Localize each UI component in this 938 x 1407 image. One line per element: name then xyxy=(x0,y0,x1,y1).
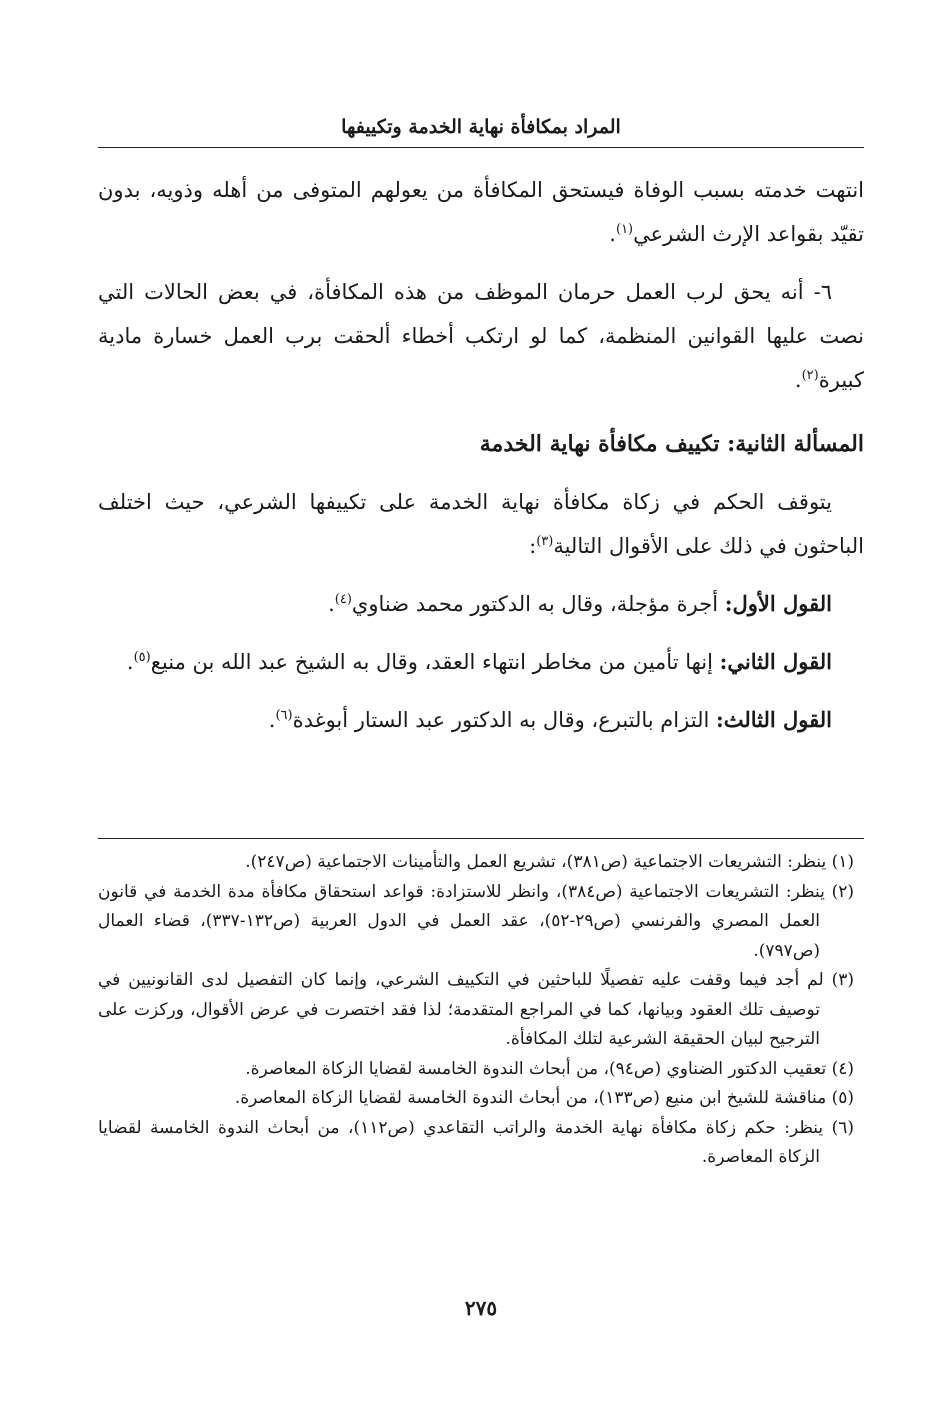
paragraph-continuation: انتهت خدمته بسبب الوفاة فيستحق المكافأة من يعولهم المتوفى من أهله وذويه، بدون تقيّد بقواعد الإرث الشرعي$^{(١)}$. xyxy=(98,178,864,246)
paragraph-intro: يتوقف الحكم في زكاة مكافأة نهاية الخدمة على تكييفها الشرعي، حيث اختلف الباحثون في ذلك على الأقوال التالية$^{(٣)}$: xyxy=(98,490,864,558)
opinion-third: القول الثالث: التزام بالتبرع، وقال به الدكتور عبد الستار أبوغدة$^{(٦)}$. xyxy=(268,707,832,732)
footnote-4: (٤) تعقيب الدكتور الضناوي (ص٩٤)، من أبحاث الندوة الخامسة لقضايا الزكاة المعاصرة. xyxy=(245,1058,854,1079)
footnote-5: (٥) مناقشة للشيخ ابن منيع (ص١٣٣)، من أبحاث الندوة الخامسة لقضايا الزكاة المعاصرة. xyxy=(234,1088,854,1108)
footnote-ref-4[interactable]: (٤) xyxy=(334,592,352,607)
page-number: ٢٧٥ xyxy=(464,1296,498,1320)
footnote-3: (٣) لم أجد فيما وقفت عليه تفصيلًا للباحثين في التكييف الشرعي، وإنما كان التفصيل لدى القانونيين في توصيف تلك العقود وبيانها، كما في المراجع المتقدمة؛ لذا فقد اختصرت في عرض الأقوال، وركزت على الترجيح لبيان الحقيقة الشرعية لتلك المكافأة. xyxy=(98,970,854,1049)
footnote-ref-6[interactable]: (٦) xyxy=(275,708,293,723)
opinion-second: القول الثاني: إنها تأمين من مخاطر انتهاء العقد، وقال به الشيخ عبد الله بن منيع$^{(٥)}$. xyxy=(126,649,832,674)
opinion-third-label: القول الثالث: xyxy=(715,707,832,732)
main-text xyxy=(98,168,864,742)
footnote-2: (٢) ينظر: التشريعات الاجتماعية (ص٣٨٤)، وانظر للاستزادة: قواعد استحقاق مكافأة مدة الخدمة في قانون العمل المصري والفرنسي (ص٢٩-٥٢)، عقد العمل في الدول العربية (ص١٣٢-٣٣٧)، قضاء العمال (ص٧٩٧). xyxy=(98,881,854,961)
footnotes xyxy=(98,848,864,1173)
footnote-ref-1[interactable]: (١) xyxy=(615,222,634,237)
section-title: المسألة الثانية: تكييف مكافأة نهاية الخدمة xyxy=(479,431,864,457)
footnote-ref-3[interactable]: (٣) xyxy=(536,534,554,549)
opinion-first-label: القول الأول: xyxy=(724,591,832,616)
footnote-ref-2[interactable]: (٢) xyxy=(801,368,819,383)
paragraph-point-6: ٦- أنه يحق لرب العمل حرمان الموظف من هذه المكافأة، في بعض الحالات التي نصت عليها القوانين المنظمة، كما لو ارتكب أخطاء ألحقت برب العمل خسارة مادية كبيرة$^{(٢)}$. xyxy=(98,280,864,392)
footnote-6: (٦) ينظر: حكم زكاة مكافأة نهاية الخدمة والراتب التقاعدي (ص١١٢)، من أبحاث الندوة الخامسة لقضايا الزكاة المعاصرة. xyxy=(98,1117,854,1167)
running-header: المراد بمكافأة نهاية الخدمة وتكييفها xyxy=(341,116,621,138)
header-rule xyxy=(98,147,864,148)
footnote-ref-5[interactable]: (٥) xyxy=(133,650,151,665)
footnote-1: (١) ينظر: التشريعات الاجتماعية (ص٣٨١)، تشريع العمل والتأمينات الاجتماعية (ص٢٤٧). xyxy=(245,852,854,872)
opinion-first: القول الأول: أجرة مؤجلة، وقال به الدكتور محمد ضناوي$^{(٤)}$. xyxy=(328,591,832,616)
footnote-separator xyxy=(98,838,864,839)
opinion-second-label: القول الثاني: xyxy=(719,649,832,674)
